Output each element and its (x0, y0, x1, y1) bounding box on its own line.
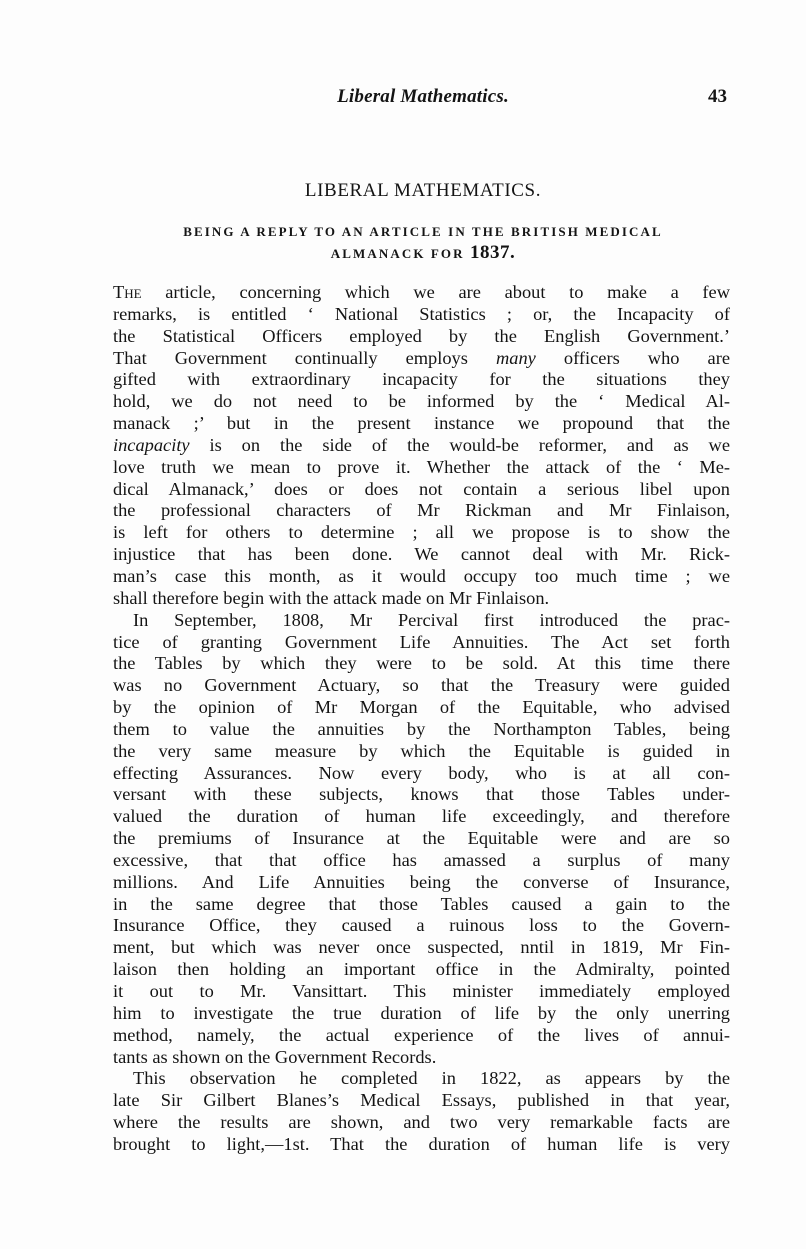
text-line: In September, 1808, Mr Percival first introduced the prac- (133, 609, 730, 630)
text-line: manack ;’ but in the present instance we propound that the (113, 413, 730, 434)
text-line: remarks, is entitled ‘ National Statistics ; or, the Incapacity of (113, 303, 730, 324)
text-line: dical Almanack,’ does or does not contain a serious libel upon (113, 478, 730, 499)
text-line: the premiums of Insurance at the Equitable were and are so (113, 828, 730, 849)
text-line: incapacity is on the side of the would-be reformer, and as we (113, 434, 730, 455)
text-line: in the same degree that those Tables caused a gain to the (113, 893, 730, 914)
subtitle-line-1: BEING A REPLY TO AN ARTICLE IN THE BRITISH MEDICAL (183, 224, 663, 239)
paragraph-1 (113, 282, 730, 610)
text-line: millions. And Life Annuities being the converse of Insurance, (113, 871, 730, 892)
text-line: gifted with extraordinary incapacity for the situations they (113, 369, 730, 390)
running-title: Liberal Mathematics. (337, 86, 509, 107)
paragraph-2 (113, 610, 730, 1069)
text-line: the professional characters of Mr Rickman and Mr Finlaison, (113, 500, 730, 521)
running-head (113, 86, 733, 110)
text-line: laison then holding an important office in the Admiralty, pointed (113, 959, 730, 980)
subtitle-line-2 (113, 242, 733, 264)
text-line: by the opinion of Mr Morgan of the Equitable, who advised (113, 697, 730, 718)
emphasis: many (495, 347, 536, 368)
text-line: effecting Assurances. Now every body, who is at all con- (113, 762, 730, 783)
text-line: late Sir Gilbert Blanes’s Medical Essays, published in that year, (113, 1090, 730, 1111)
text-line: is left for others to determine ; all we propose is to show the (113, 522, 730, 543)
text-line: That Government continually employs many officers who are (113, 347, 730, 368)
text-line: versant with these subjects, knows that those Tables under- (113, 784, 730, 805)
text-line: hold, we do not need to be informed by the ‘ Medical Al- (113, 391, 730, 412)
article-title: LIBERAL MATHEMATICS. (304, 180, 542, 201)
text-line: where the results are shown, and two very remarkable facts are (113, 1112, 730, 1133)
text-line: excessive, that that office has amassed a surplus of many (113, 849, 730, 870)
text-line: brought to light,—1st. That the duration of human life is very (113, 1133, 730, 1154)
text-line: was no Government Actuary, so that the Treasury were guided (113, 675, 730, 696)
paragraph-3 (113, 1068, 730, 1155)
page-number: 43 (708, 86, 727, 107)
text-line: it out to Mr. Vansittart. This minister immediately employed (113, 981, 730, 1001)
text-line: injustice that has been done. We cannot deal with Mr. Rick- (113, 544, 730, 565)
article-body (113, 282, 730, 1156)
text-line: The article, concerning which we are about to make a few (113, 282, 730, 302)
text-line: ment, but which was never once suspected, nntil in 1819, Mr Fin- (113, 937, 730, 958)
article-subtitle (113, 221, 733, 264)
text-line: him to investigate the true duration of life by the only unerring (113, 1002, 730, 1023)
text-line: the Statistical Officers employed by the English Government.’ (113, 325, 730, 346)
subtitle-prefix: ALMANACK FOR (330, 246, 465, 261)
text-line: man’s case this month, as it would occupy too much time ; we (113, 565, 730, 586)
drop-lead-word: The (113, 282, 142, 302)
subtitle-year: 1837. (470, 242, 516, 263)
text-line: love truth we mean to prove it. Whether the attack of the ‘ Me- (113, 456, 730, 477)
text-line: This observation he completed in 1822, as appears by the (133, 1068, 730, 1089)
emphasis: incapacity (113, 434, 190, 455)
text-line: tice of granting Government Life Annuities. The Act set forth (113, 631, 730, 652)
text-line: method, namely, the actual experience of the lives of annui- (113, 1024, 730, 1045)
text-line: them to value the annuities by the Northampton Tables, being (113, 718, 730, 739)
text-line: the Tables by which they were to be sold. At this time there (113, 653, 730, 674)
text-line: shall therefore begin with the attack made on Mr Finlaison. (113, 587, 550, 608)
text-line: the very same measure by which the Equitable is guided in (113, 740, 730, 761)
text-line: valued the duration of human life exceedingly, and therefore (113, 806, 730, 827)
text-line: tants as shown on the Government Records. (113, 1046, 437, 1067)
text-line: Insurance Office, they caused a ruinous loss to the Govern- (113, 915, 730, 936)
